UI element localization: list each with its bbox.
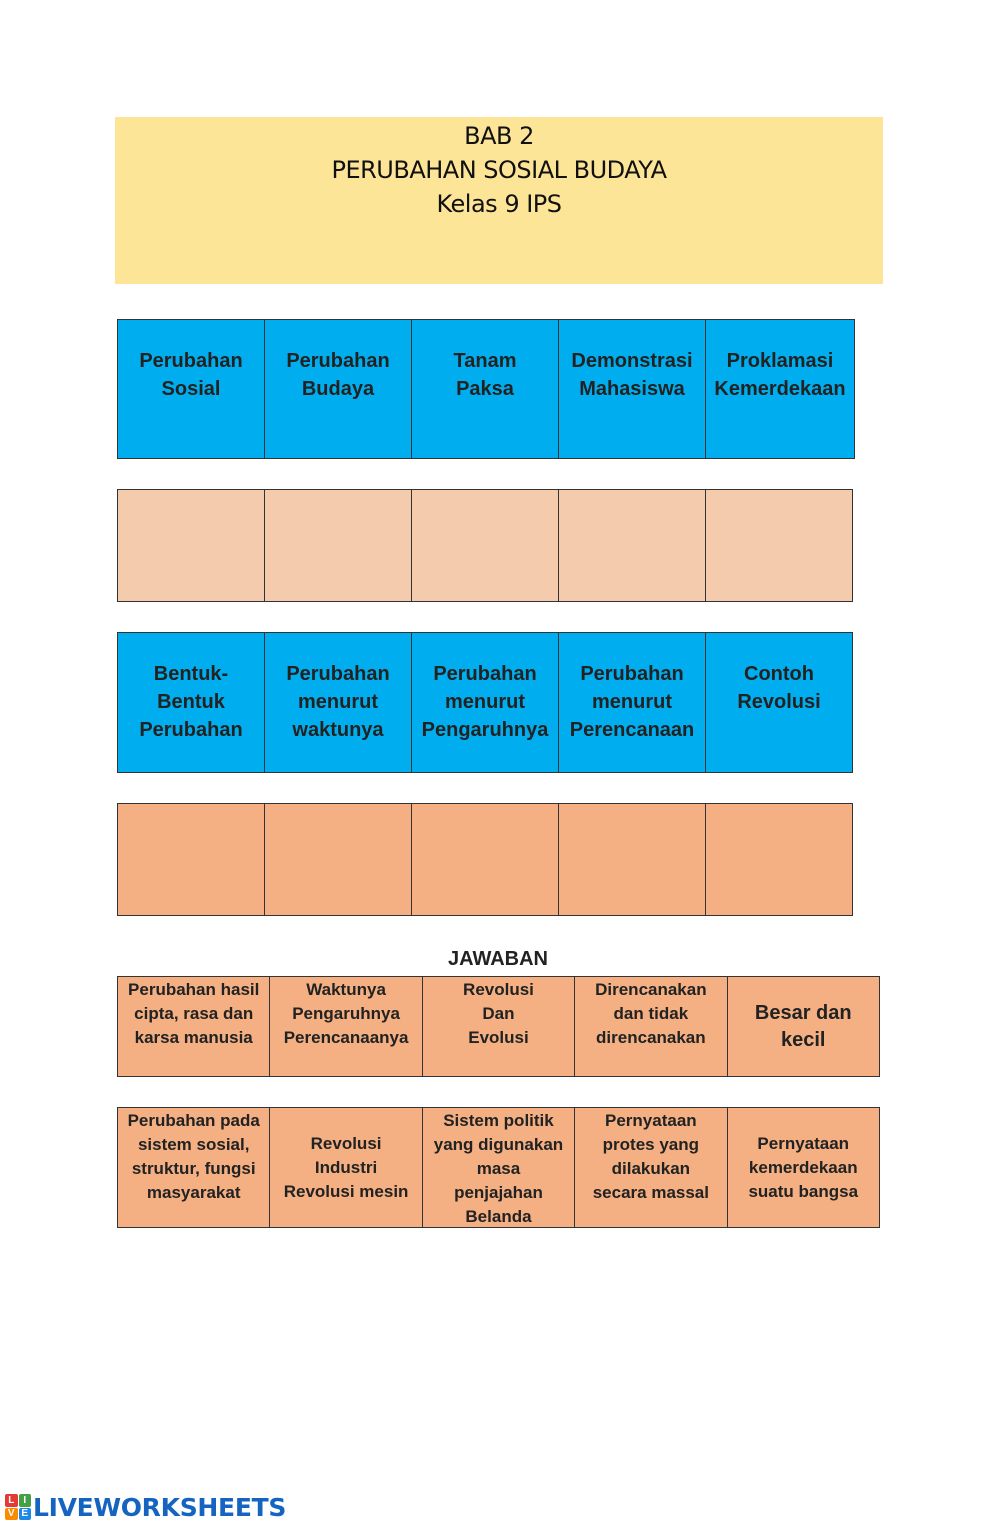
question-cell: Perubahan menurut Perencanaan bbox=[558, 632, 706, 773]
answer-tile[interactable]: Revolusi Industri Revolusi mesin bbox=[269, 1107, 422, 1228]
chapter-label: BAB 2 bbox=[464, 122, 534, 150]
question-row-1 bbox=[117, 319, 855, 459]
question-cell: Tanam Paksa bbox=[411, 319, 559, 459]
drop-zone[interactable] bbox=[264, 489, 412, 602]
liveworksheets-logo-text: LIVEWORKSHEETS bbox=[33, 1492, 287, 1522]
question-cell: Proklamasi Kemerdekaan bbox=[705, 319, 855, 459]
drop-zone[interactable] bbox=[705, 489, 853, 602]
title-box bbox=[115, 117, 883, 284]
question-cell: Perubahan menurut Pengaruhnya bbox=[411, 632, 559, 773]
drop-zone[interactable] bbox=[411, 803, 559, 916]
chapter-title: PERUBAHAN SOSIAL BUDAYA bbox=[331, 156, 667, 184]
question-cell: Contoh Revolusi bbox=[705, 632, 853, 773]
drop-zone[interactable] bbox=[558, 489, 706, 602]
answer-tile[interactable]: Pernyataan kemerdekaan suatu bangsa bbox=[727, 1107, 880, 1228]
answer-tile[interactable]: Revolusi Dan Evolusi bbox=[422, 976, 575, 1077]
question-cell: Perubahan Budaya bbox=[264, 319, 412, 459]
answer-tile[interactable]: Sistem politik yang digunakan masa penjajahan Belanda bbox=[422, 1107, 575, 1228]
answer-tile[interactable]: Waktunya Pengaruhnya Perencanaanya bbox=[269, 976, 422, 1077]
drop-zone[interactable] bbox=[705, 803, 853, 916]
class-label: Kelas 9 IPS bbox=[436, 190, 562, 218]
answer-tile[interactable]: Pernyataan protes yang dilakukan secara massal bbox=[574, 1107, 727, 1228]
question-cell: Perubahan menurut waktunya bbox=[264, 632, 412, 773]
answer-tile[interactable]: Direncanakan dan tidak direncanakan bbox=[574, 976, 727, 1077]
liveworksheets-logo bbox=[5, 1490, 286, 1524]
answer-tile[interactable]: Perubahan hasil cipta, rasa dan karsa manusia bbox=[117, 976, 270, 1077]
drop-zone-row-2 bbox=[117, 803, 853, 916]
question-row-2 bbox=[117, 632, 853, 773]
drop-zone[interactable] bbox=[117, 803, 265, 916]
liveworksheets-logo-icon: L I V E bbox=[5, 1494, 31, 1520]
drop-zone[interactable] bbox=[264, 803, 412, 916]
drop-zone-row-1 bbox=[117, 489, 853, 602]
drop-zone[interactable] bbox=[558, 803, 706, 916]
question-cell: Bentuk- Bentuk Perubahan bbox=[117, 632, 265, 773]
answer-tile[interactable]: Perubahan pada sistem sosial, struktur, fungsi masyarakat bbox=[117, 1107, 270, 1228]
answer-tile[interactable]: Besar dan kecil bbox=[727, 976, 880, 1077]
question-cell: Perubahan Sosial bbox=[117, 319, 265, 459]
answer-row-2 bbox=[117, 1107, 880, 1228]
drop-zone[interactable] bbox=[117, 489, 265, 602]
question-cell: Demonstrasi Mahasiswa bbox=[558, 319, 706, 459]
answer-section-title: JAWABAN bbox=[447, 948, 548, 970]
answer-row-1 bbox=[117, 976, 880, 1077]
drop-zone[interactable] bbox=[411, 489, 559, 602]
